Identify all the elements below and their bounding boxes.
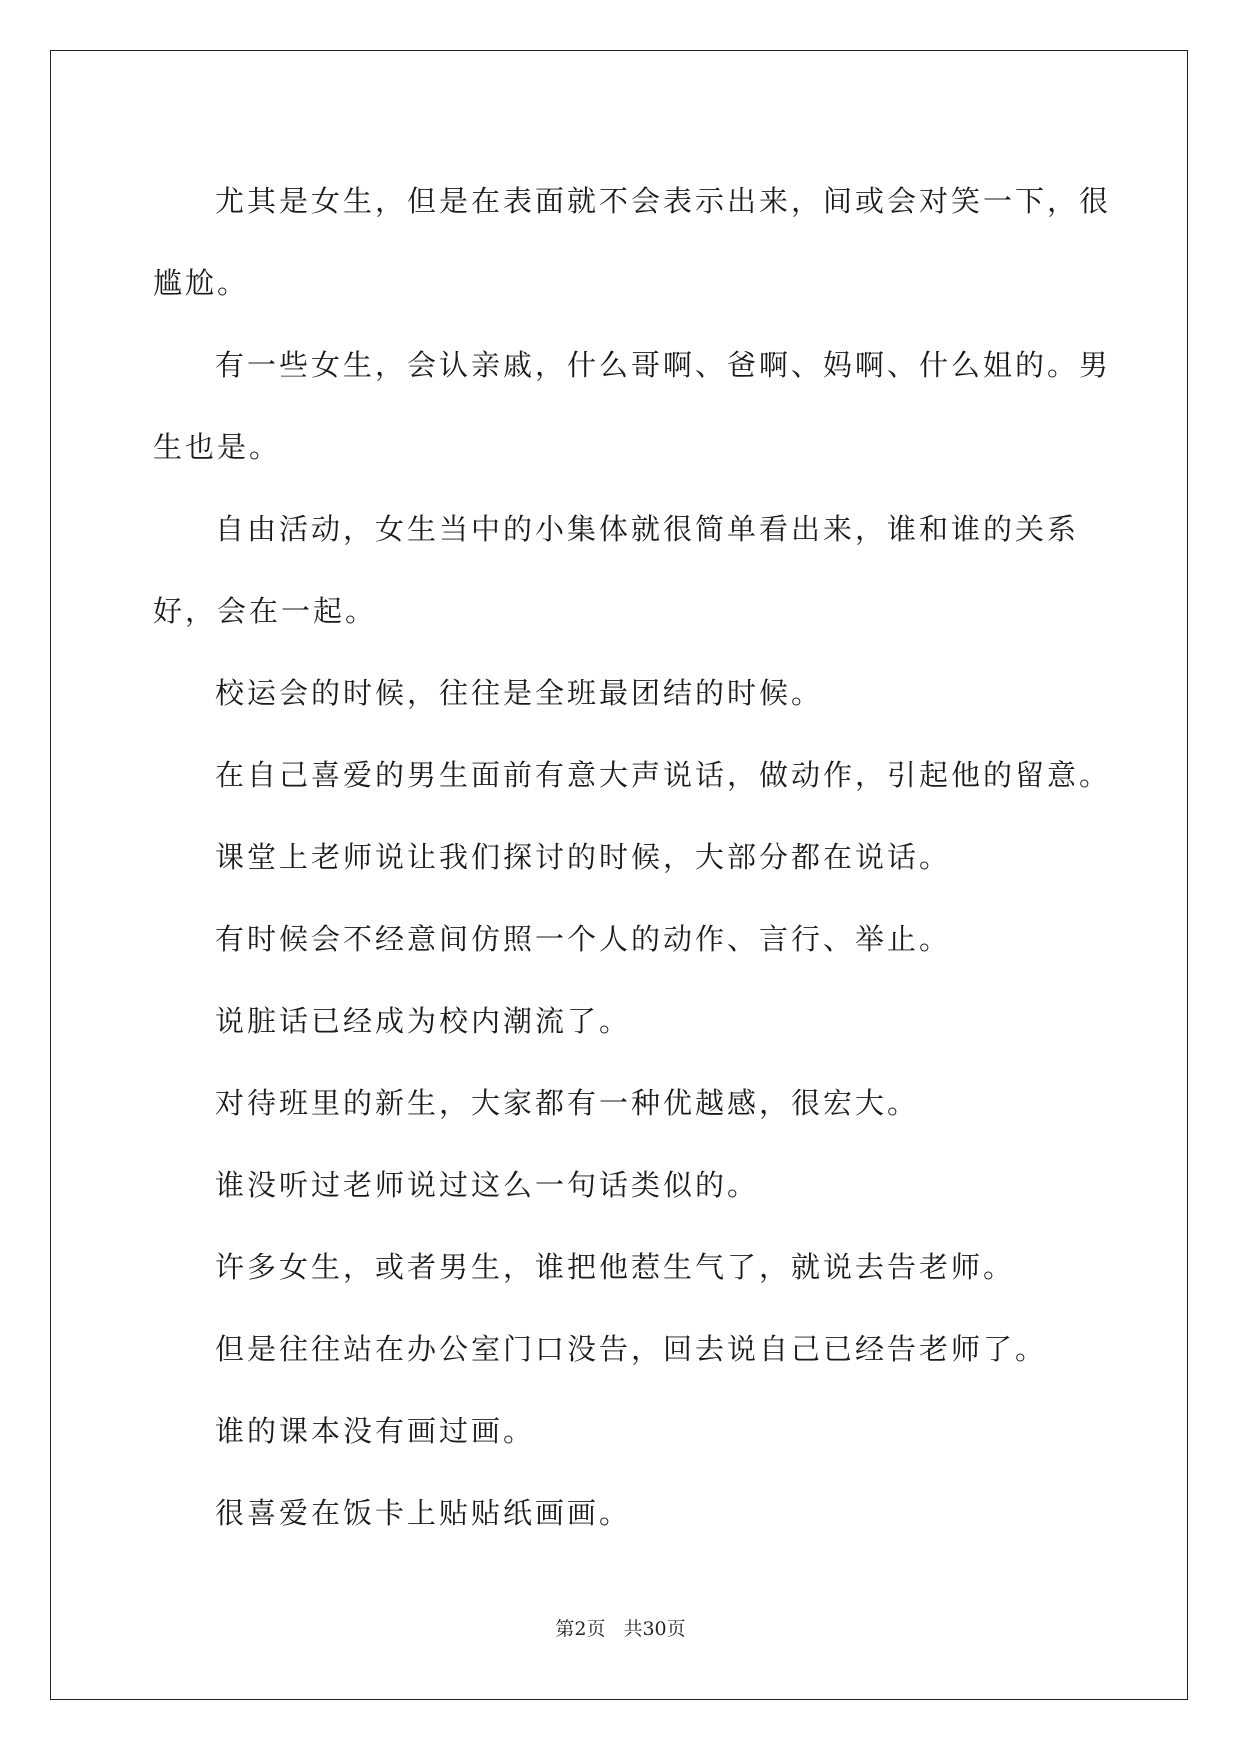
paragraph: 在自己喜爱的男生面前有意大声说话，做动作，引起他的留意。 xyxy=(215,758,1112,792)
paragraph: 谁的课本没有画过画。 xyxy=(215,1414,536,1448)
document-body xyxy=(153,160,1113,1554)
paragraph: 对待班里的新生，大家都有一种优越感，很宏大。 xyxy=(215,1086,920,1120)
paragraph: 有一些女生，会认亲戚，什么哥啊、爸啊、妈啊、什么姐的。男生也是。 xyxy=(153,348,1112,464)
page-footer xyxy=(0,1614,1241,1641)
paragraph: 尤其是女生，但是在表面就不会表示出来，间或会对笑一下，很尴尬。 xyxy=(153,184,1112,300)
page-number-total: 共30页 xyxy=(623,1618,686,1640)
paragraph: 谁没听过老师说过这么一句话类似的。 xyxy=(215,1168,760,1202)
paragraph: 很喜爱在饭卡上贴贴纸画画。 xyxy=(215,1496,632,1530)
paragraph: 自由活动，女生当中的小集体就很简单看出来，谁和谁的关系好，会在一起。 xyxy=(153,512,1080,628)
paragraph: 有时候会不经意间仿照一个人的动作、言行、举止。 xyxy=(215,922,952,956)
paragraph: 校运会的时候，往往是全班最团结的时候。 xyxy=(215,676,824,710)
page-number-current: 第2页 xyxy=(555,1618,606,1640)
paragraph: 许多女生，或者男生，谁把他惹生气了，就说去告老师。 xyxy=(215,1250,1016,1284)
paragraph: 课堂上老师说让我们探讨的时候，大部分都在说话。 xyxy=(215,840,952,874)
paragraph: 但是往往站在办公室门口没告，回去说自己已经告老师了。 xyxy=(215,1332,1048,1366)
paragraph: 说脏话已经成为校内潮流了。 xyxy=(215,1004,632,1038)
